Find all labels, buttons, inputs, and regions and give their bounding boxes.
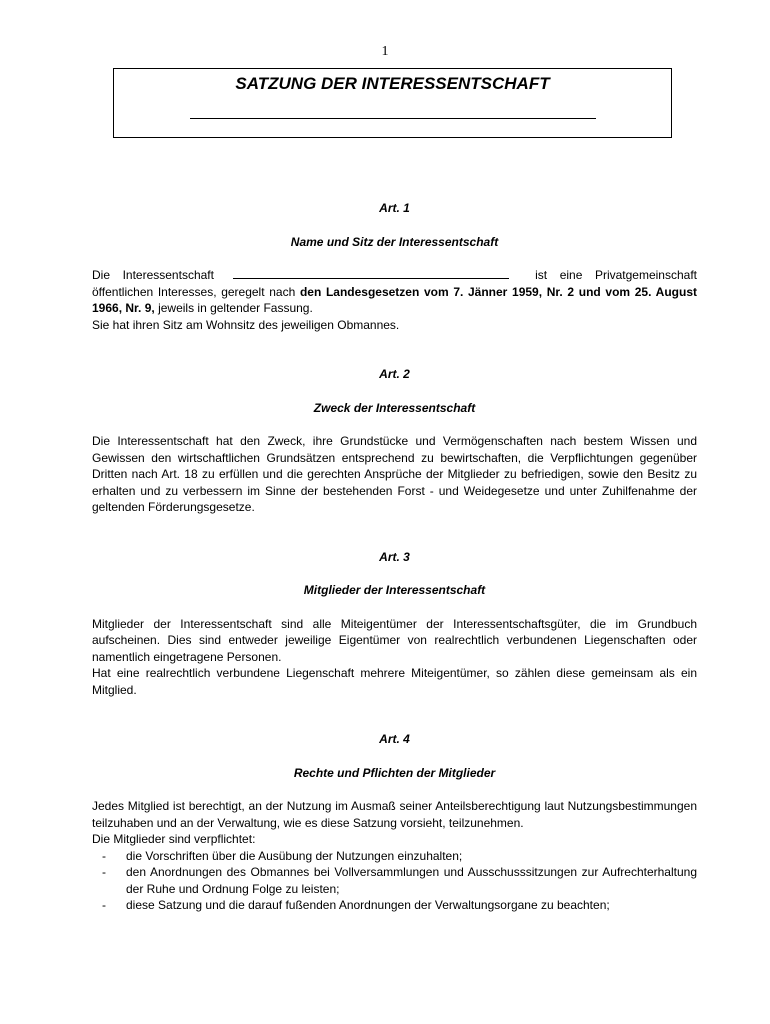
paragraph-bold-law: den Landesgesetzen vom 7. Jänner 1959, Nr. 2 und vom 25. August 1966, Nr. 9,	[92, 284, 697, 315]
paragraph-lead: Die Interessentschaft	[92, 268, 214, 282]
list-item	[92, 848, 697, 865]
list-item-text: den Anordnungen des Obmannes bei Vollversammlungen und Ausschusssitzungen zur Aufrechterhaltung der Ruhe und Ordnung Folge zu leisten;	[126, 865, 697, 896]
document-body	[92, 200, 697, 947]
article-paragraph	[92, 267, 697, 317]
article-heading: Art. 4	[379, 732, 410, 746]
article-1	[92, 200, 697, 333]
article-paragraph: Hat eine realrechtlich verbundene Liegenschaft mehrere Miteigentümer, so zählen diese gemeinsam als ein Mitglied.	[92, 666, 697, 697]
name-blank-field	[233, 267, 509, 279]
list-item-text: die Vorschriften über die Ausübung der Nutzungen einzuhalten;	[126, 848, 463, 863]
article-heading: Art. 3	[379, 549, 410, 564]
article-2	[92, 366, 697, 516]
name-blank-line	[190, 118, 596, 119]
article-subtitle: Name und Sitz der Interessentschaft	[290, 234, 499, 249]
article-subtitle: Rechte und Pflichten der Mitglieder	[293, 765, 496, 780]
article-3	[92, 549, 697, 699]
article-heading: Art. 1	[379, 201, 410, 215]
article-paragraph: Die Mitglieder sind verpflichtet:	[92, 832, 256, 846]
bullet-marker: -	[102, 898, 106, 912]
paragraph-trail: ist eine Privatgemeinschaft öffentlichen Interesses, geregelt nach	[92, 268, 697, 299]
bullet-marker: -	[102, 848, 106, 863]
title-box	[113, 68, 672, 138]
article-heading: Art. 2	[379, 367, 410, 381]
document-title: SATZUNG DER INTERESSENTSCHAFT	[235, 74, 550, 93]
list-item	[92, 864, 697, 897]
article-paragraph: Sie hat ihren Sitz am Wohnsitz des jeweiligen Obmannes.	[92, 317, 400, 332]
article-4	[92, 731, 697, 914]
article-paragraph: Mitglieder der Interessentschaft sind alle Miteigentümer der Interessentschaftsgüter, die im Grundbuch aufscheinen. Dies sind entweder jeweilige Eigentümer von realrechtlich verbundenen Liegenschaften oder namentlich eingetragene Personen.	[92, 616, 697, 664]
article-paragraph: Die Interessentschaft hat den Zweck, ihre Grundstücke und Vermögenschaften nach bestem Wissen und Gewissen den wirtschaftlichen Grundsätzen entsprechend zu bewirtschaften, die Verpflichtungen gegenüber Dritten nach Art. 18 zu erfüllen und die gerechten Ansprüche der Mitglieder zu befriedigen, sowie den Besitz zu erhalten und zu verbessern im Sinne der bestehenden Forst - und Weidegesetze und unter Zuhilfenahme der geltenden Förderungsgesetze.	[92, 434, 697, 514]
list-item	[92, 897, 697, 914]
article-subtitle: Mitglieder der Interessentschaft	[303, 583, 486, 597]
article-subtitle: Zweck der Interessentschaft	[313, 400, 476, 415]
paragraph-end: jeweils in geltender Fassung.	[158, 301, 313, 315]
page-number: 1	[381, 44, 389, 59]
list-item-text: diese Satzung und die darauf fußenden Anordnungen der Verwaltungsorgane zu beachten;	[126, 898, 610, 912]
bullet-marker: -	[102, 865, 106, 879]
article-paragraph: Jedes Mitglied ist berechtigt, an der Nutzung im Ausmaß seiner Anteilsberechtigung laut Nutzungsbestimmungen teilzuhaben und an der Verwaltung, wie es diese Satzung vorsieht, teilzunehmen.	[92, 799, 697, 830]
